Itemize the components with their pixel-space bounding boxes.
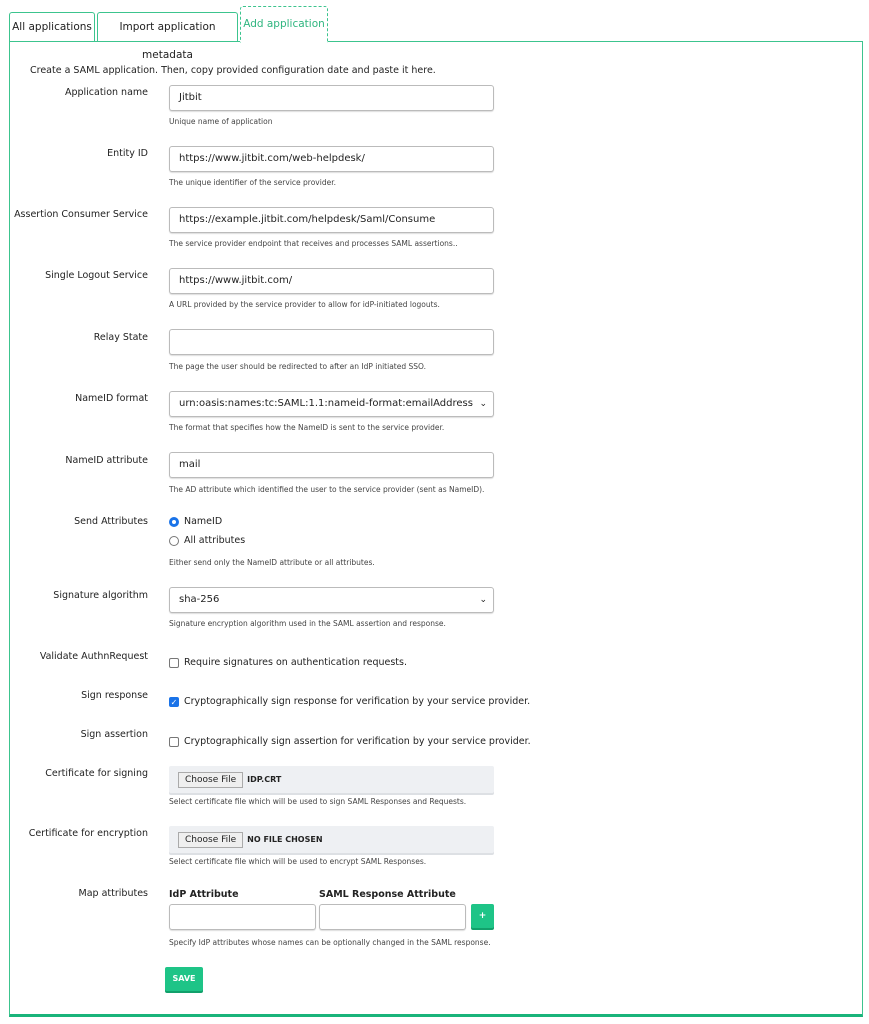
checkbox-icon [169, 658, 179, 668]
cert-enc-label: Certificate for encryption [28, 828, 148, 839]
slo-help: A URL provided by the service provider to allow for idP-initiated logouts. [169, 300, 440, 309]
sig-alg-value: sha-256 [179, 594, 220, 605]
acs-label: Assertion Consumer Service [14, 209, 148, 220]
intro-text: Create a SAML application. Then, copy provided configuration date and paste it here. [30, 65, 436, 76]
nameid-format-label: NameID format [75, 393, 148, 404]
nameid-format-select[interactable] [169, 391, 494, 417]
nameid-format-help: The format that specifies how the NameID is sent to the service provider. [169, 423, 445, 432]
chevron-down-icon: ⌄ [479, 399, 487, 409]
add-mapping-button[interactable]: + [471, 904, 494, 928]
radio-all-attributes[interactable] [169, 535, 245, 546]
nameid-attr-label: NameID attribute [65, 455, 148, 466]
sign-response-text: Cryptographically sign response for verification by your service provider. [184, 696, 531, 707]
tab-add-application[interactable]: Add application [240, 6, 328, 43]
nameid-attr-help: The AD attribute which identified the user to the service provider (sent as NameID). [169, 485, 485, 494]
validate-checkbox[interactable] [169, 657, 407, 668]
cert-enc-file-input[interactable] [169, 826, 494, 853]
saml-attribute-input[interactable] [319, 904, 466, 930]
acs-help: The service provider endpoint that receives and processes SAML assertions.. [169, 239, 458, 248]
save-button[interactable]: SAVE [165, 967, 203, 991]
radio-all-label: All attributes [184, 535, 246, 546]
map-attributes-help: Specify IdP attributes whose names can be optionally changed in the SAML response. [169, 938, 491, 947]
sign-assertion-label: Sign assertion [80, 729, 148, 740]
send-attributes-label: Send Attributes [74, 516, 148, 527]
app-name-input[interactable]: Jitbit [169, 85, 494, 111]
saml-attribute-header: SAML Response Attribute [319, 889, 456, 900]
cert-sign-help: Select certificate file which will be used to sign SAML Responses and Requests. [169, 797, 467, 806]
nameid-format-value: urn:oasis:names:tc:SAML:1.1:nameid-format:emailAddress [179, 398, 473, 409]
tab-all-applications[interactable]: All applications [9, 12, 95, 42]
radio-nameid-label: NameID [184, 516, 223, 527]
checkbox-icon [169, 737, 179, 747]
slo-input[interactable]: https://www.jitbit.com/ [169, 268, 494, 294]
radio-empty-icon [169, 536, 179, 546]
sig-alg-help: Signature encryption algorithm used in the SAML assertion and response. [169, 619, 446, 628]
app-name-label: Application name [64, 87, 148, 98]
idp-attribute-input[interactable] [169, 904, 316, 930]
cert-sign-label: Certificate for signing [45, 768, 148, 779]
relay-state-input[interactable] [169, 329, 494, 355]
nameid-attr-input[interactable]: mail [169, 452, 494, 478]
radio-selected-icon [169, 517, 179, 527]
map-attributes-label: Map attributes [78, 888, 148, 899]
choose-file-button[interactable]: Choose File [178, 832, 243, 848]
relay-state-label: Relay State [93, 332, 148, 343]
file-name: NO FILE CHOSEN [247, 835, 323, 844]
validate-text: Require signatures on authentication requests. [184, 657, 408, 668]
send-attributes-help: Either send only the NameID attribute or all attributes. [169, 558, 375, 567]
cert-enc-help: Select certificate file which will be used to encrypt SAML Responses. [169, 857, 427, 866]
radio-nameid[interactable] [169, 516, 222, 527]
app-name-help: Unique name of application [169, 117, 273, 126]
sign-assertion-checkbox[interactable] [169, 736, 531, 747]
relay-state-help: The page the user should be redirected to after an IdP initiated SSO. [169, 362, 427, 371]
sign-response-checkbox[interactable] [169, 696, 530, 707]
sign-assertion-text: Cryptographically sign assertion for verification by your service provider. [184, 736, 531, 747]
tab-import-metadata[interactable]: Import application metadata [97, 12, 238, 42]
slo-label: Single Logout Service [45, 270, 148, 281]
chevron-down-icon: ⌄ [479, 595, 487, 605]
checkmark-icon: ✓ [170, 697, 178, 707]
file-name: IDP.CRT [247, 775, 282, 784]
acs-input[interactable]: https://example.jitbit.com/helpdesk/Saml/Consume [169, 207, 494, 233]
sig-alg-select[interactable] [169, 587, 494, 613]
cert-sign-file-input[interactable] [169, 766, 494, 793]
entity-id-label: Entity ID [107, 148, 148, 159]
add-application-panel [9, 41, 863, 1017]
entity-id-help: The unique identifier of the service provider. [169, 178, 336, 187]
entity-id-input[interactable]: https://www.jitbit.com/web-helpdesk/ [169, 146, 494, 172]
validate-label: Validate AuthnRequest [39, 651, 148, 662]
idp-attribute-header: IdP Attribute [169, 889, 239, 900]
sig-alg-label: Signature algorithm [53, 590, 148, 601]
sign-response-label: Sign response [81, 690, 148, 701]
choose-file-button[interactable]: Choose File [178, 772, 243, 788]
